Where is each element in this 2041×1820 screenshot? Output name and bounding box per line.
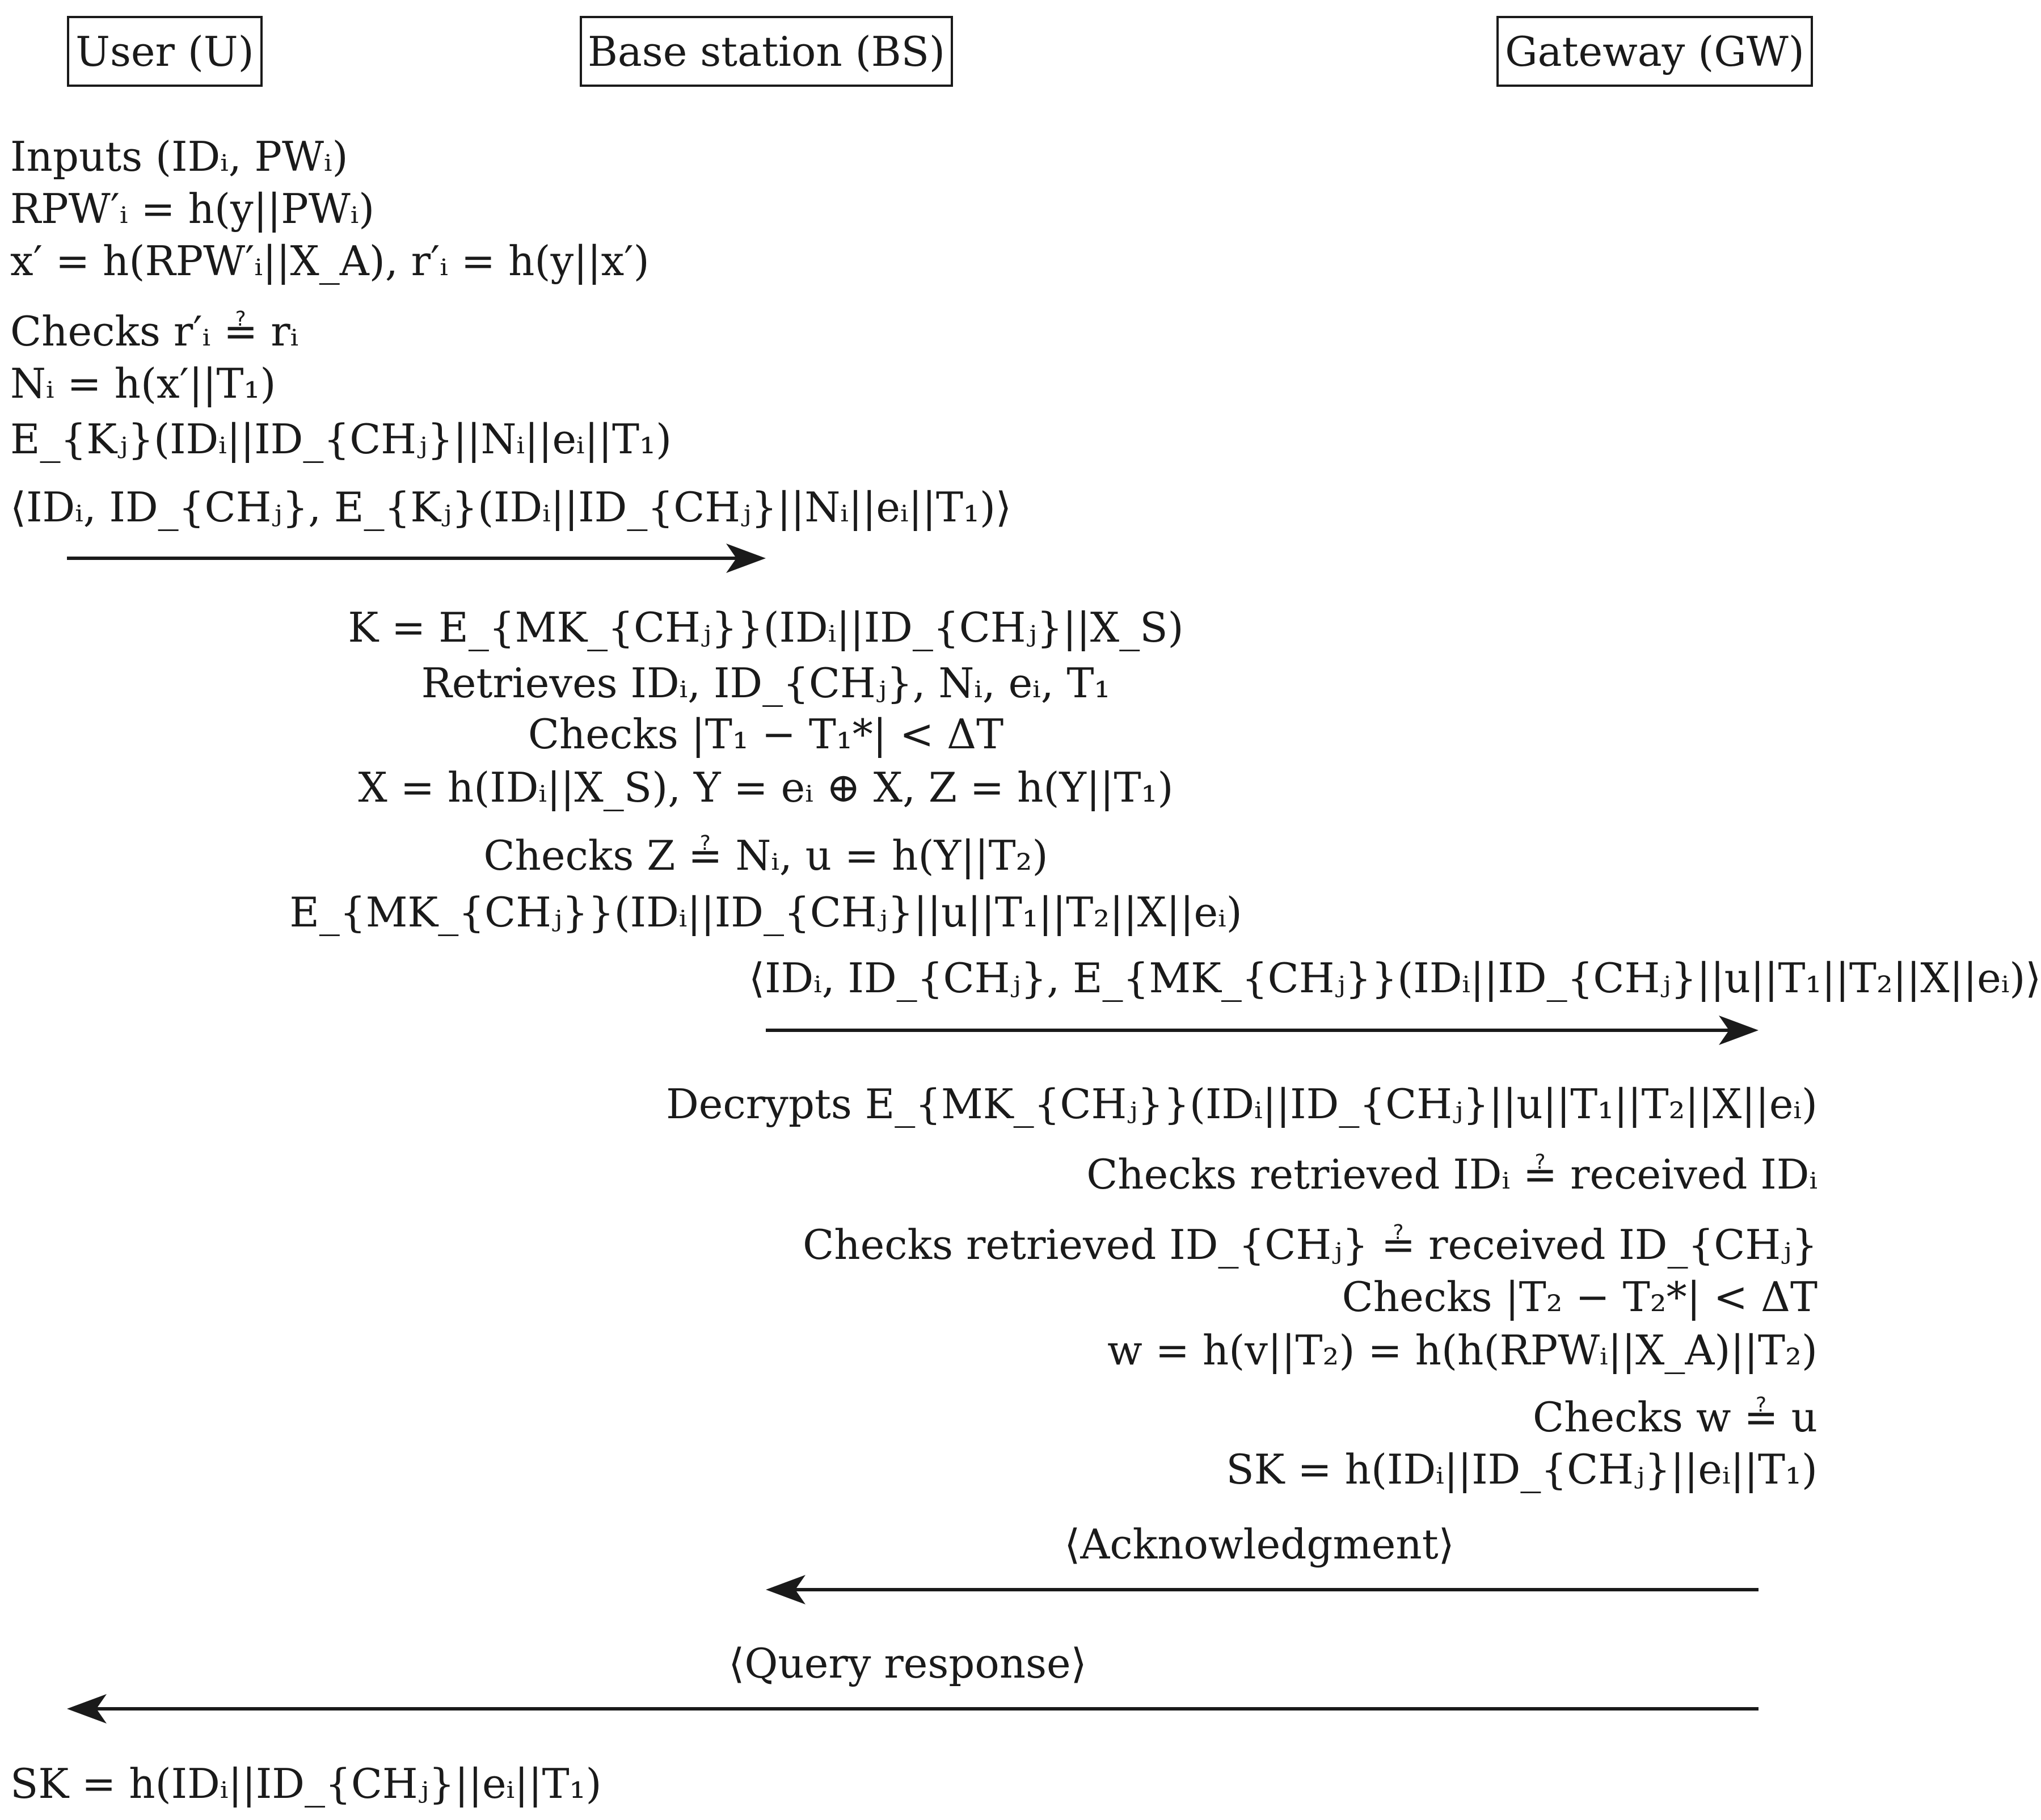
gw-step: w = h(v||T₂) = h(h(RPWᵢ||X_A)||T₂) xyxy=(1107,1326,1817,1374)
user-step: RPW′ᵢ = h(y||PWᵢ) xyxy=(10,185,375,233)
base-station-label: Base station (BS) xyxy=(587,27,946,75)
user-step: x′ = h(RPW′ᵢ||X_A), r′ᵢ = h(y||x′) xyxy=(10,237,650,285)
user-step: Inputs (IDᵢ, PWᵢ) xyxy=(10,133,348,180)
arrow-gw-to-bs xyxy=(766,1575,1759,1604)
gw-step: Decrypts E_{MK_{CHⱼ}}(IDᵢ||ID_{CHⱼ}||u||T₁||T₂||X||eᵢ) xyxy=(666,1080,1817,1128)
gw-step: Checks |T₂ − T₂*| < ΔT xyxy=(1342,1273,1817,1321)
user-final-step: SK = h(IDᵢ||ID_{CHⱼ}||eᵢ||T₁) xyxy=(10,1760,602,1808)
user-label: User (U) xyxy=(75,27,254,75)
user-step: Checks r′ᵢ ≟ rᵢ xyxy=(10,307,299,355)
arrow-bs-to-gw xyxy=(766,1016,1759,1045)
message-4-label: ⟨Query response⟩ xyxy=(728,1640,1087,1687)
gateway-label: Gateway (GW) xyxy=(1505,27,1804,75)
bs-step: X = h(IDᵢ||X_S), Y = eᵢ ⊕ X, Z = h(Y||T₁) xyxy=(358,764,1174,811)
message-3-label: ⟨Acknowledgment⟩ xyxy=(1064,1520,1454,1568)
arrow-user-to-bs xyxy=(67,544,766,573)
gw-step: Checks retrieved IDᵢ ≟ received IDᵢ xyxy=(1086,1151,1817,1198)
bs-step: E_{MK_{CHⱼ}}(IDᵢ||ID_{CHⱼ}||u||T₁||T₂||X||eᵢ) xyxy=(289,888,1242,936)
bs-step: Checks Z ≟ Nᵢ, u = h(Y||T₂) xyxy=(483,832,1048,879)
gw-step: Checks retrieved ID_{CHⱼ} ≟ received ID_{CHⱼ} xyxy=(803,1221,1817,1269)
message-1-label: ⟨IDᵢ, ID_{CHⱼ}, E_{Kⱼ}(IDᵢ||ID_{CHⱼ}||Nᵢ||eᵢ||T₁)⟩ xyxy=(10,483,1012,531)
gw-step: SK = h(IDᵢ||ID_{CHⱼ}||eᵢ||T₁) xyxy=(1226,1446,1817,1493)
bs-step: K = E_{MK_{CHⱼ}}(IDᵢ||ID_{CHⱼ}||X_S) xyxy=(348,604,1184,651)
user-step: E_{Kⱼ}(IDᵢ||ID_{CHⱼ}||Nᵢ||eᵢ||T₁) xyxy=(10,415,672,463)
arrow-gw-to-user xyxy=(67,1694,1759,1724)
bs-step: Retrieves IDᵢ, ID_{CHⱼ}, Nᵢ, eᵢ, T₁ xyxy=(421,659,1111,707)
bs-step: Checks |T₁ − T₁*| < ΔT xyxy=(528,710,1004,758)
user-step: Nᵢ = h(x′||T₁) xyxy=(10,360,276,407)
gw-step: Checks w ≟ u xyxy=(1533,1393,1817,1441)
message-2-label: ⟨IDᵢ, ID_{CHⱼ}, E_{MK_{CHⱼ}}(IDᵢ||ID_{CHⱼ}||u||T₁||T₂||X||eᵢ)⟩ xyxy=(749,954,2041,1002)
